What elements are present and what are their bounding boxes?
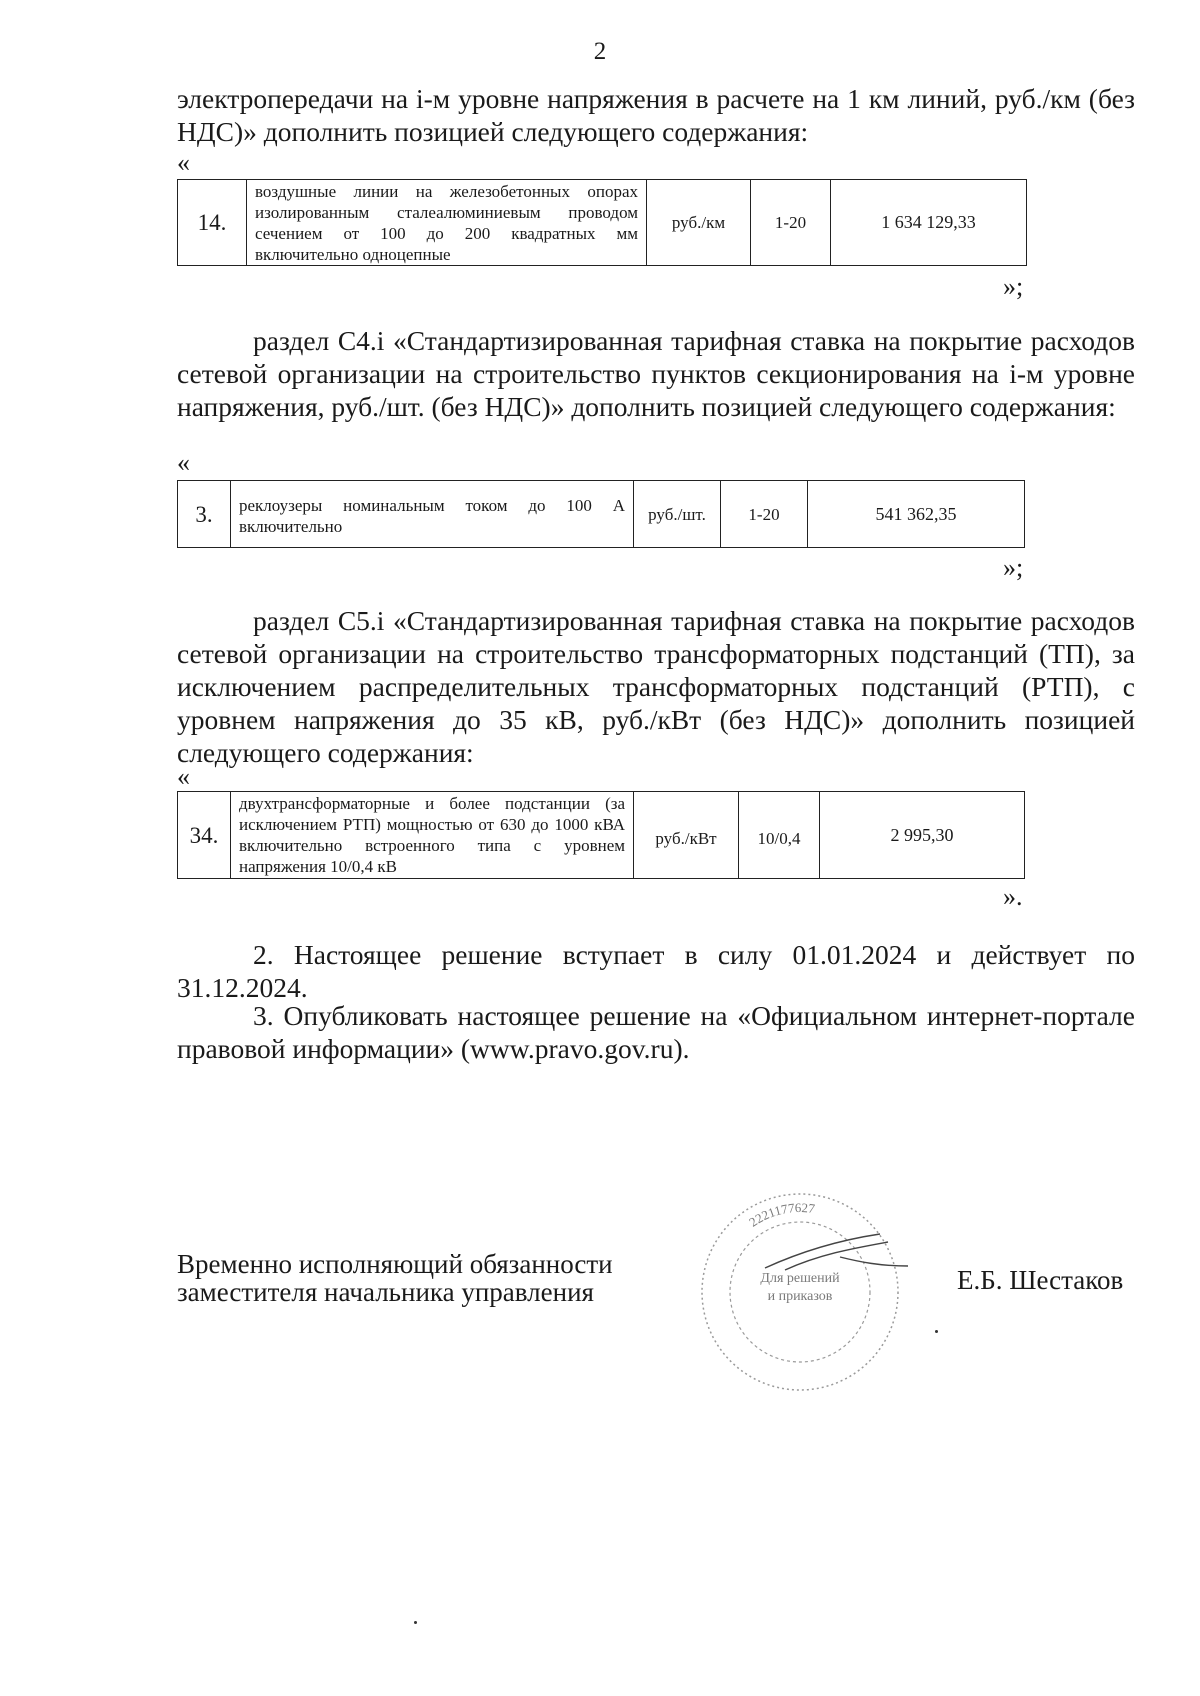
position-number: 14. <box>178 180 247 266</box>
signer-name: Е.Б. Шестаков <box>957 1265 1124 1295</box>
tariff-table-c3 <box>177 179 1027 266</box>
open-quote-3: « <box>177 762 190 791</box>
stamp-inner-line-1: Для решений <box>760 1271 840 1286</box>
speck <box>414 1621 417 1624</box>
tariff-table-c5 <box>177 791 1025 879</box>
page-number: 2 <box>593 38 607 65</box>
speck <box>935 1330 938 1333</box>
intro-paragraph: электропередачи на i-м уровне напряжения в расчете на 1 км линий, руб./км (без НДС)» дополнить позицией следующего содержания: <box>177 83 1135 147</box>
handwritten-signature <box>765 1234 908 1270</box>
signer-title <box>177 1250 613 1306</box>
section-c4-paragraph: раздел С4.i «Стандартизированная тарифная ставка на покрытие расходов сетевой организации на строительство пунктов секционирования на i-м уровне напряжения, руб./шт. (без НДС)» дополнить позицией следующего содержания: <box>177 325 1135 422</box>
open-quote-2: « <box>177 448 190 477</box>
section-c5-paragraph: раздел С5.i «Стандартизированная тарифная ставка на покрытие расходов сетевой организации на строительство трансформаторных подстанций (ТП), за исключением распределительных трансформаторных подстанций (РТП), с уровнем напряжения до 35 кВ, руб./кВт (без НДС)» дополнить позицией следующего содержания: <box>177 605 1135 768</box>
open-quote-1: « <box>177 148 190 177</box>
tariff-table-c4 <box>177 480 1025 548</box>
position-unit: руб./шт. <box>634 481 721 548</box>
official-stamp <box>690 1182 910 1402</box>
position-rate: 1 634 129,33 <box>831 180 1027 266</box>
position-voltage-range: 1-20 <box>721 481 808 548</box>
item-3-paragraph: 3. Опубликовать настоящее решение на «Официальном интернет-портале правовой информации» (www.pravo.gov.ru). <box>177 1000 1135 1064</box>
table-row <box>178 180 1027 266</box>
position-number: 3. <box>178 481 231 548</box>
position-unit: руб./км <box>647 180 751 266</box>
signer-title-line-2: заместителя начальника управления <box>177 1277 594 1307</box>
stamp-outer-text: 2221177627 <box>746 1199 816 1230</box>
position-unit: руб./кВт <box>634 792 739 879</box>
stamp-inner-line-2: и приказов <box>767 1289 833 1304</box>
close-quote-2: »; <box>1003 553 1024 582</box>
table-row <box>178 481 1025 548</box>
position-rate: 2 995,30 <box>820 792 1025 879</box>
position-number: 34. <box>178 792 231 879</box>
table-row <box>178 792 1025 879</box>
item-2-paragraph: 2. Настоящее решение вступает в силу 01.01.2024 и действует по 31.12.2024. <box>177 939 1135 1003</box>
position-voltage-range: 10/0,4 <box>739 792 820 879</box>
position-description: воздушные линии на железобетонных опорах изолированным сталеалюминиевым проводом сечением от 100 до 200 квадратных мм включительно одноцепные <box>247 180 647 266</box>
close-quote-1: »; <box>1003 272 1024 301</box>
position-description: реклоузеры номинальным током до 100 А включительно <box>231 481 634 548</box>
close-quote-3: ». <box>1003 882 1023 911</box>
position-rate: 541 362,35 <box>808 481 1025 548</box>
signer-title-line-1: Временно исполняющий обязанности <box>177 1249 613 1279</box>
position-voltage-range: 1-20 <box>751 180 831 266</box>
position-description: двухтрансформаторные и более подстанции (за исключением РТП) мощностью от 630 до 1000 кВА включительно встроенного типа с уровнем напряжения 10/0,4 кВ <box>231 792 634 879</box>
